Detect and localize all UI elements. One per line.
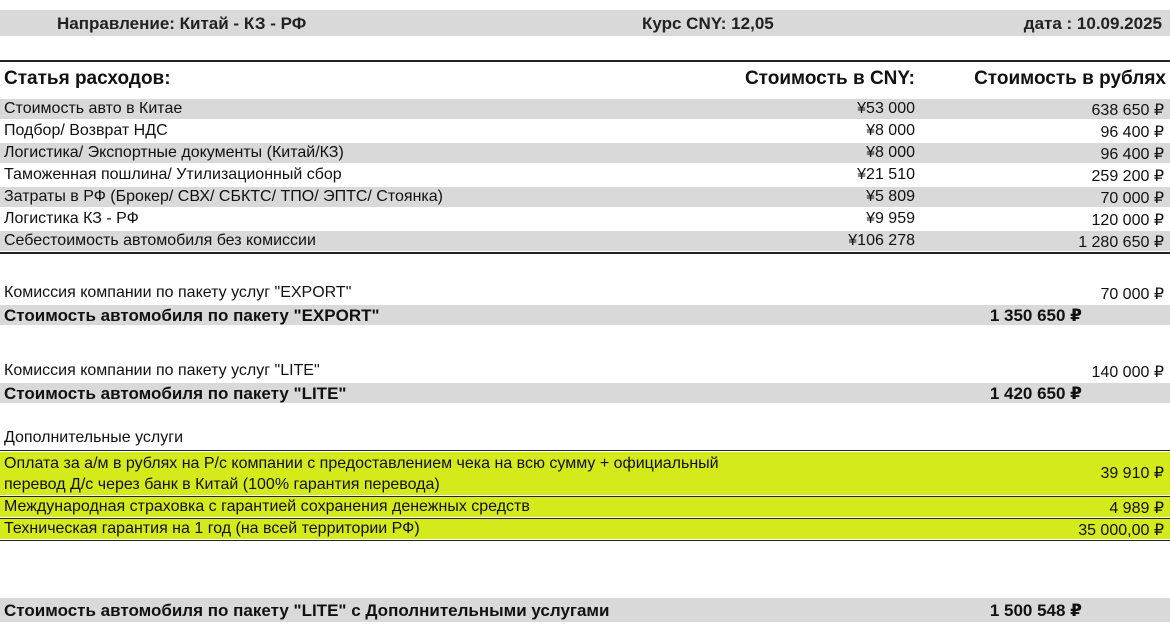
- row-rub: 96 400 ₽: [1100, 146, 1164, 163]
- row-cny: ¥8 000: [866, 144, 915, 161]
- row-label: Стоимость авто в Китае: [4, 100, 183, 117]
- row-label: Комиссия компании по пакету услуг "LITE": [4, 362, 320, 379]
- exchange-rate: Курс CNY: 12,05: [642, 14, 774, 33]
- table-row: [0, 99, 1170, 119]
- row-rub: 1 350 650 ₽: [989, 306, 1082, 325]
- row-rub: 140 000 ₽: [1091, 364, 1164, 381]
- export-commission-row: [0, 283, 1170, 303]
- row-label: Себестоимость автомобиля без комиссии: [4, 232, 316, 249]
- extras-bottom-border: [0, 540, 1170, 541]
- subtotal-border: [0, 252, 1170, 254]
- lite-total-row: [0, 383, 1170, 403]
- table-row: [0, 143, 1170, 163]
- row-cny: ¥53 000: [857, 100, 915, 117]
- table-row: [0, 209, 1170, 229]
- row-label: Таможенная пошлина/ Утилизационный сбор: [4, 166, 342, 183]
- table-top-border: [0, 60, 1170, 62]
- row-cny: ¥21 510: [857, 166, 915, 183]
- row-label: Логистика/ Экспортные документы (Китай/КЗ): [4, 144, 344, 161]
- row-label: Подбор/ Возврат НДС: [4, 122, 168, 139]
- row-label: Техническая гарантия на 1 год (на всей территории РФ): [4, 520, 420, 537]
- row-rub: 4 989 ₽: [1109, 500, 1164, 517]
- date-label: дата : 10.09.2025: [1023, 14, 1162, 33]
- row-rub: 96 400 ₽: [1100, 124, 1164, 141]
- row-cny: ¥9 959: [866, 210, 915, 227]
- export-total-row: [0, 305, 1170, 325]
- row-cny: ¥5 809: [866, 188, 915, 205]
- row-label: [4, 453, 719, 495]
- row-rub: 70 000 ₽: [1100, 190, 1164, 207]
- extra-item-row: [0, 452, 1170, 495]
- extras-border: [0, 450, 1170, 451]
- row-rub: 35 000,00 ₽: [1078, 522, 1164, 539]
- table-row: [0, 187, 1170, 207]
- direction-label: Направление: Китай - КЗ - РФ: [57, 14, 307, 33]
- row-rub: 120 000 ₽: [1091, 212, 1164, 229]
- row-rub: 638 650 ₽: [1091, 102, 1164, 119]
- extra-item-row: [0, 497, 1170, 517]
- row-label: Стоимость автомобиля по пакету "LITE": [4, 384, 347, 403]
- row-rub: 70 000 ₽: [1100, 286, 1164, 303]
- extra-item-row: [0, 519, 1170, 539]
- column-header-cny: Стоимость в CNY:: [744, 68, 915, 89]
- subtotal-row: [0, 231, 1170, 251]
- row-label: Логистика КЗ - РФ: [4, 210, 139, 227]
- table-row: [0, 165, 1170, 185]
- table-row: [0, 121, 1170, 141]
- extras-title-text: Дополнительные услуги: [4, 429, 184, 446]
- row-label: Затраты в РФ (Брокер/ СВХ/ СБКТС/ ТПО/ ЭПТС/ Стоянка): [4, 188, 443, 205]
- row-label: Комиссия компании по пакету услуг "EXPORT": [4, 284, 352, 301]
- row-rub: 259 200 ₽: [1091, 168, 1164, 185]
- row-label: Стоимость автомобиля по пакету "EXPORT": [4, 306, 380, 325]
- row-label: Стоимость автомобиля по пакету "LITE" с Дополнительными услугами: [4, 601, 610, 620]
- column-header-item: Статья расходов:: [4, 68, 171, 89]
- row-label: Международная страховка с гарантией сохранения денежных средств: [4, 498, 530, 515]
- grand-total-row: [0, 598, 1170, 622]
- row-rub: 39 910 ₽: [1100, 465, 1164, 482]
- row-rub: 1 420 650 ₽: [989, 384, 1082, 403]
- header-bar: [0, 10, 1170, 36]
- lite-commission-row: [0, 361, 1170, 381]
- row-cny: ¥8 000: [866, 122, 915, 139]
- row-rub: 1 500 548 ₽: [989, 601, 1082, 620]
- column-header-rub: Стоимость в рублях: [974, 68, 1166, 89]
- row-cny: ¥106 278: [848, 232, 915, 249]
- row-label-line1: Оплата за а/м в рублях на Р/с компании с предоставлением чека на всю сумму + официальный: [4, 455, 719, 472]
- row-label-line2: перевод Д/с через банк в Китай (100% гарантия перевода): [4, 476, 440, 493]
- extras-title: [0, 428, 1170, 448]
- row-rub: 1 280 650 ₽: [1078, 234, 1164, 251]
